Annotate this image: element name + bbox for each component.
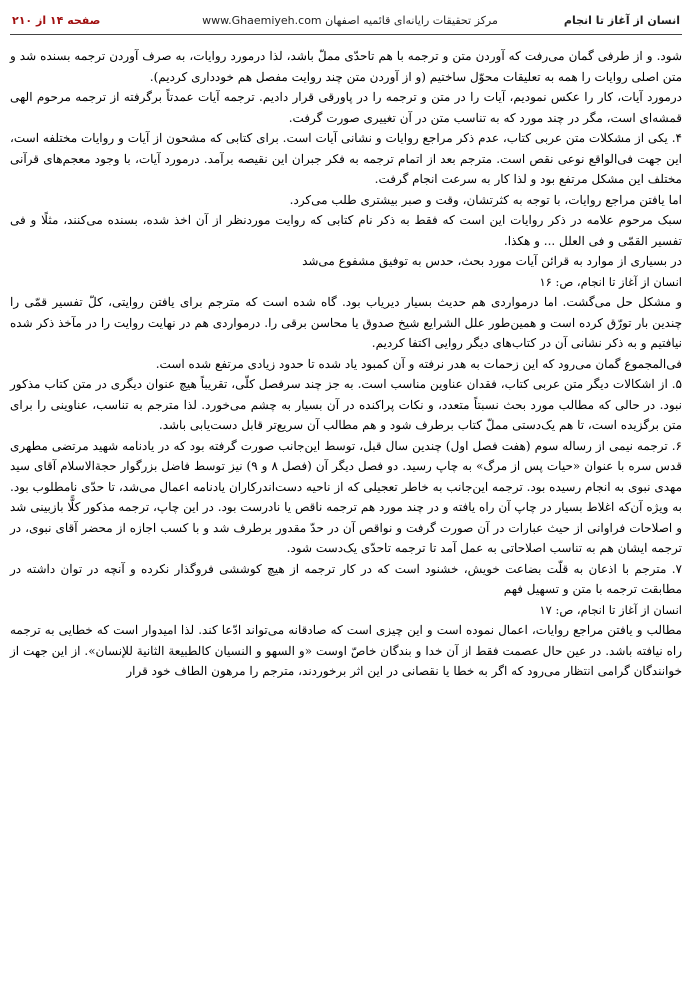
paragraph: درمورد آیات، کار را عکس نمودیم، آیات را در متن و ترجمه را در پاورقی قرار دادیم. ترجمه آیات عمدتاً برگرفته از ترجمه مرحوم الهی قمشه‌ای است، مگر در چند مورد که به تناسب متن در آن تغییری صورت گرفت. [10,90,682,125]
paragraph: شود. و از طرفی گمان می‌رفت که آوردن متن و ترجمه با هم تاحدّی مملّ باشد، لذا درمورد روایات، به صرف آوردن ترجمه بسنده شد و متن اصلی روایات را همه به تعلیقات محوّل ساختیم (و از آوردن متن چند روایت مفصل هم خودداری کردیم). [10,49,682,84]
paragraph: در بسیاری از موارد به قرائن آیات مورد بحث، حدس به توفیق مشفوع می‌شد [302,254,682,268]
paragraph: ۷. مترجم با اذعان به قلّت بضاعت خویش، خشنود است که در کار ترجمه از هیچ کوششی فروگذار نکرده و آنچه در توان داشته در مطابقت ترجمه با متن و تسهیل فهم [10,561,682,596]
paragraph: اما یافتن مراجع روایات، با توجه به کثرتشان، وقت و صبر بیشتری طلب می‌کرد. [289,192,682,207]
page-header [12,10,680,32]
document-body [10,46,682,682]
header-divider [10,34,682,35]
paragraph: سبک مرحوم علامه در ذکر روایات این است که فقط به ذکر نام کتابی که روایت موردنظر از آن اخذ شده، بسنده می‌کنند، مثلًا و فی تفسیر القمّی و فی العلل ... و هکذا. [10,213,682,248]
publisher-name: مرکز تحقیقات رایانه‌ای قائمیه اصفهان [325,14,498,27]
paragraph: و مشکل حل می‌گشت. اما درمواردی هم حدیث بسیار دیریاب بود. گاه شده است که مترجم برای یافتن روایتی، کلّ تفسیر قمّی را چندین بار تورّق کرده است و همین‌طور علل الشرایع شیخ صدوق یا محاسن برقی را. درمواردی هم در نهایت روایت را در مآخذ ذکر شده نیافتیم و به ذکر نشانی آن در کتاب‌های دیگر روایی اکتفا کردیم. [10,295,682,350]
website-link[interactable]: www.Ghaemiyeh.com [202,14,322,27]
paragraph: ۴. یکی از مشکلات متن عربی کتاب، عدم ذکر مراجع روایات و نشانی آیات است. برای کتابی که مشحون از آیات و روایات مختلفه است، این جهت فی‌الواقع نوعی نقص است. مترجم بعد از اتمام ترجمه به فکر جبران این نقیصه برآمد. درمورد آیات، با وجود معجم‌های قرآنی مختلف این مشکل مرتفع بود و لذا کار به سرعت انجام گرفت. [10,131,682,186]
page-reference: انسان از آغاز تا انجام، ص: ۱۷ [539,602,682,617]
publisher-line [12,14,680,27]
page-reference: انسان از آغاز تا انجام، ص: ۱۶ [539,274,682,289]
paragraph: فی‌المجموع گمان می‌رود که این زحمات به هدر نرفته و آن کمبود یاد شده تا حدود زیادی مرتفع شده است. [155,356,682,371]
paragraph: مطالب و یافتن مراجع روایات، اعمال نموده است و این چیزی است که صادقانه می‌تواند ادّعا کند. لذا امیدوار است که خطایی به ترجمه راه نیافته باشد. در عین حال عصمت فقط از آن خدا و بندگان خاصّ اوست «و السهو و النسیان کالطبیعة الثانیة للإنسان». از این جهت از خوانندگان گرامی انتظار می‌رود که اگر به خطا یا نقصانی در این اثر برخوردند، مترجم را مرهون الطاف خود قرار [10,623,682,678]
paragraph: ۵. از اشکالات دیگر متن عربی کتاب، فقدان عناوین مناسب است. به جز چند سرفصل کلّی، تقریباً هیچ عنوان دیگری در متن کتاب مذکور نبود. در حالی که مطالب مورد بحث نسبتاً متعدد، و نکات پراکنده در آن بسیار به چشم می‌خورد. لذا مترجم به تناسب، عناوینی را برای متن برگزیده است، تا هم یک‌دستی مملّ کتاب برطرف شود و هم مطالب آن سریع‌تر قابل دست‌یابی باشد. [10,377,682,432]
page-indicator: صفحه ۱۴ از ۲۱۰ [12,14,101,27]
book-title: انسان از آغاز تا انجام [563,14,680,27]
paragraph: ۶. ترجمه نیمی از رساله سوم (هفت فصل اول) چندین سال قبل، توسط این‌جانب صورت گرفته بود که در یادنامه شهید مرتضی مطهری قدس سره با عنوان «حیات پس از مرگ» به چاپ رسید. دو فصل دیگر آن (فصل ۸ و ۹) نیز توسط فاضل بزرگوار حجةالاسلام آقای سید مهدی نبوی به انجام رسیده بود. ترجمه این‌جانب به خاطر تعجیلی که از ناحیه دست‌اندرکاران یادنامه اعمال می‌شد، تا حدّی نامطلوب بود. به ویژه آن‌که اغلاط بسیار در چاپ آن راه یافته و در چند مورد هم ترجمه ناقص یا نادرست بود. در این چاپ، ترجمه مذکور کلًّا بازبینی شد و اصلاحات فراوانی از حیث عبارات در آن صورت گرفت و نواقص آن در حدّ مقدور برطرف شد و با کسب اجازه از محضر آقای نبوی، در ترجمه ایشان هم به تناسب اصلاحاتی به عمل آمد تا ترجمه تاحدّی یک‌دست شود. [10,438,682,555]
